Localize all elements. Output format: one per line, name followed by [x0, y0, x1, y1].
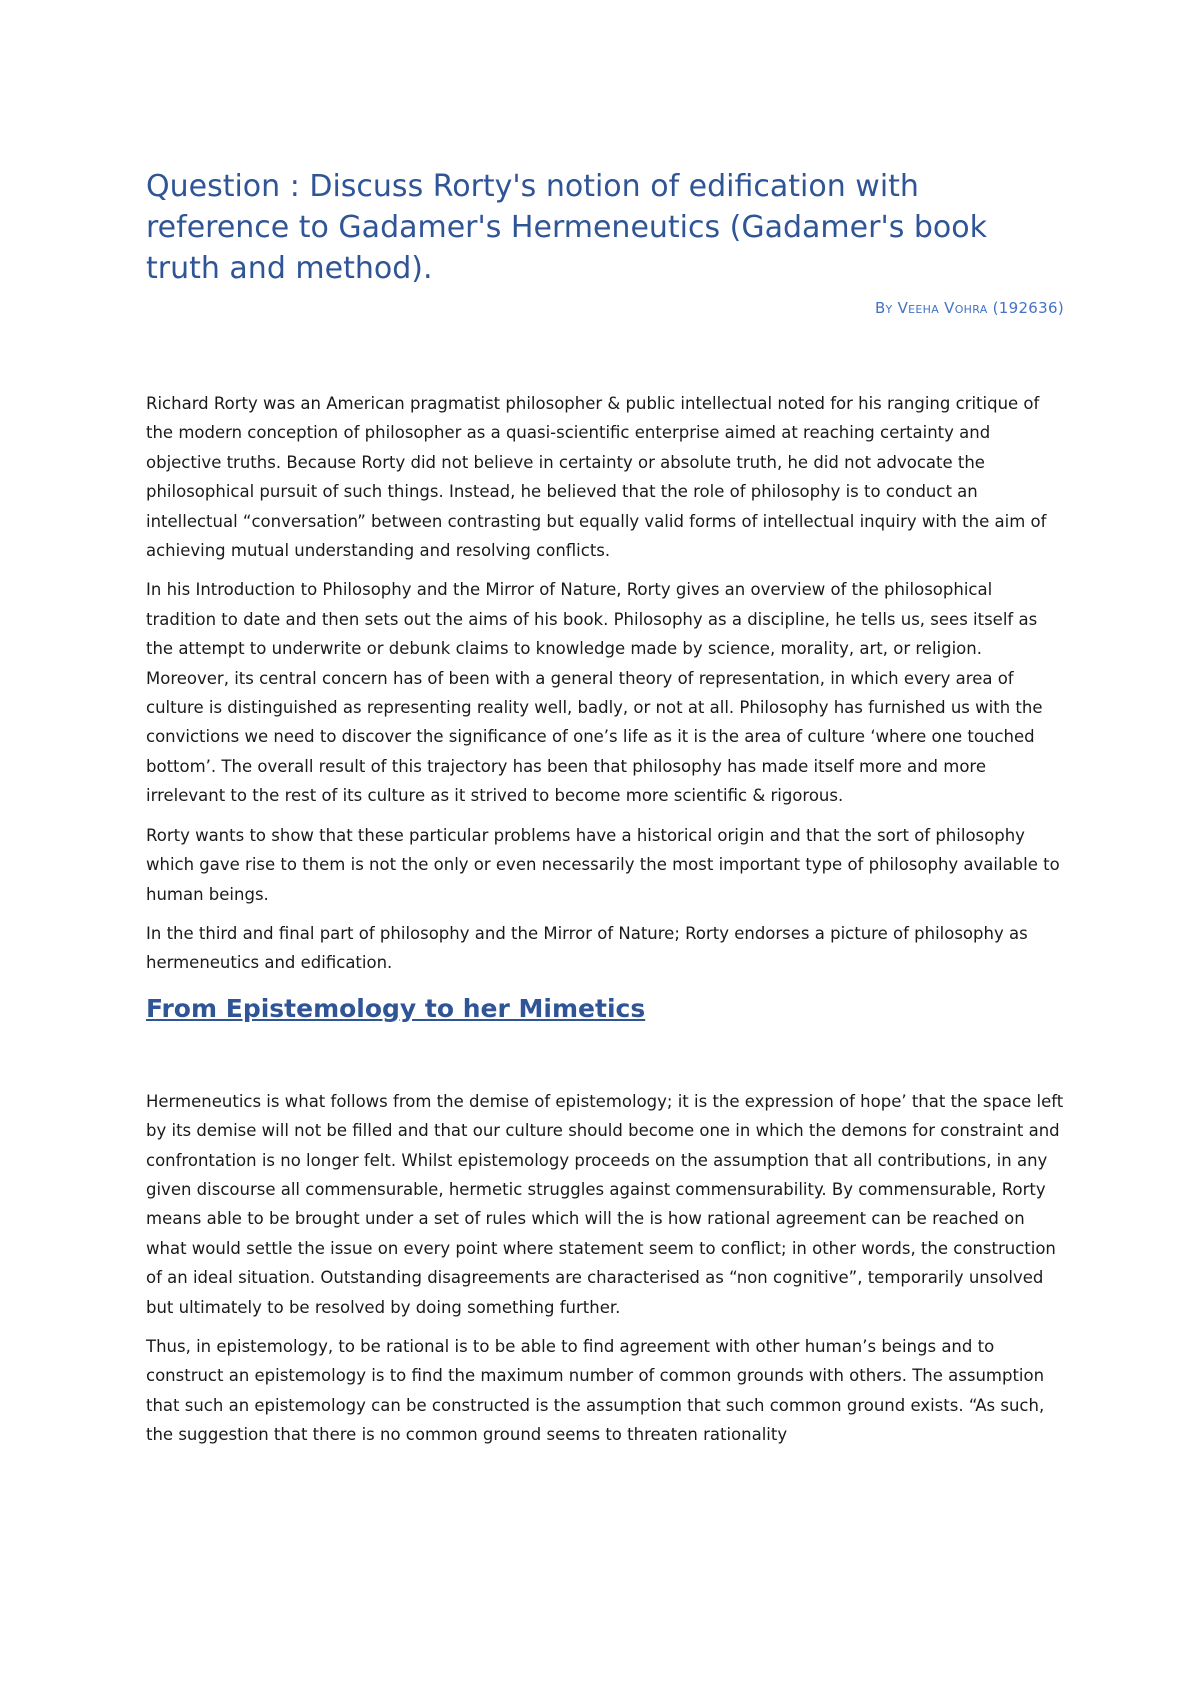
- author-byline: By Veeha Vohra (192636): [874, 299, 1064, 317]
- paragraph: Hermeneutics is what follows from the demise of epistemology; it is the expression of hope’ that the space left by its demise will not be filled and that our culture should become one in which the demons for constraint and confrontation is no longer felt. Whilst epistemology proceeds on the assumption that all contributions, in any given discourse all commensurable, hermetic struggles against commensurability. By commensurable, Rorty means able to be brought under a set of rules which will the is how rational agreement can be reached on what would settle the issue on every point where statement seem to conflict; in other words, the construction of an ideal situation. Outstanding disagreements are characterised as “non cognitive”, temporarily unsolved but ultimately to be resolved by doing something further.: [146, 1091, 1064, 1317]
- section-heading: From Epistemology to her Mimetics: [146, 993, 646, 1023]
- document-title: Question : Discuss Rorty's notion of edification with reference to Gadamer's Hermeneutics (Gadamer's book truth and method).: [146, 169, 987, 286]
- paragraph: Richard Rorty was an American pragmatist philosopher & public intellectual noted for his ranging critique of the modern conception of philosopher as a quasi-scientific enterprise aimed at reaching certainty and objective truths. Because Rorty did not believe in certainty or absolute truth, he did not advocate the philosophical pursuit of such things. Instead, he believed that the role of philosophy is to conduct an intellectual “conversation” between contrasting but equally valid forms of intellectual inquiry with the aim of achieving mutual understanding and resolving conflicts.: [146, 394, 1047, 561]
- paragraph: Rorty wants to show that these particular problems have a historical origin and that the sort of philosophy which gave rise to them is not the only or even necessarily the most important type of philosophy available to human beings.: [146, 825, 1060, 904]
- document-content: [146, 166, 1064, 1460]
- paragraph: Thus, in epistemology, to be rational is to be able to find agreement with other human’s beings and to construct an epistemology is to find the maximum number of common grounds with others. The assumption that such an epistemology can be constructed is the assumption that such common ground exists. “As such, the suggestion that there is no common ground seems to threaten rationality: [146, 1336, 1045, 1445]
- paragraph: In his Introduction to Philosophy and the Mirror of Nature, Rorty gives an overview of the philosophical tradition to date and then sets out the aims of his book. Philosophy as a discipline, he tells us, sees itself as the attempt to underwrite or debunk claims to knowledge made by science, morality, art, or religion. Moreover, its central concern has of been with a general theory of representation, in which every area of culture is distinguished as representing reality well, badly, or not at all. Philosophy has furnished us with the convictions we need to discover the significance of one’s life as it is the area of culture ‘where one touched bottom’. The overall result of this trajectory has been that philosophy has made itself more and more irrelevant to the rest of its culture as it strived to become more scientific & rigorous.: [146, 580, 1043, 806]
- paragraph: In the third and final part of philosophy and the Mirror of Nature; Rorty endorses a picture of philosophy as hermeneutics and edification.: [146, 923, 1028, 973]
